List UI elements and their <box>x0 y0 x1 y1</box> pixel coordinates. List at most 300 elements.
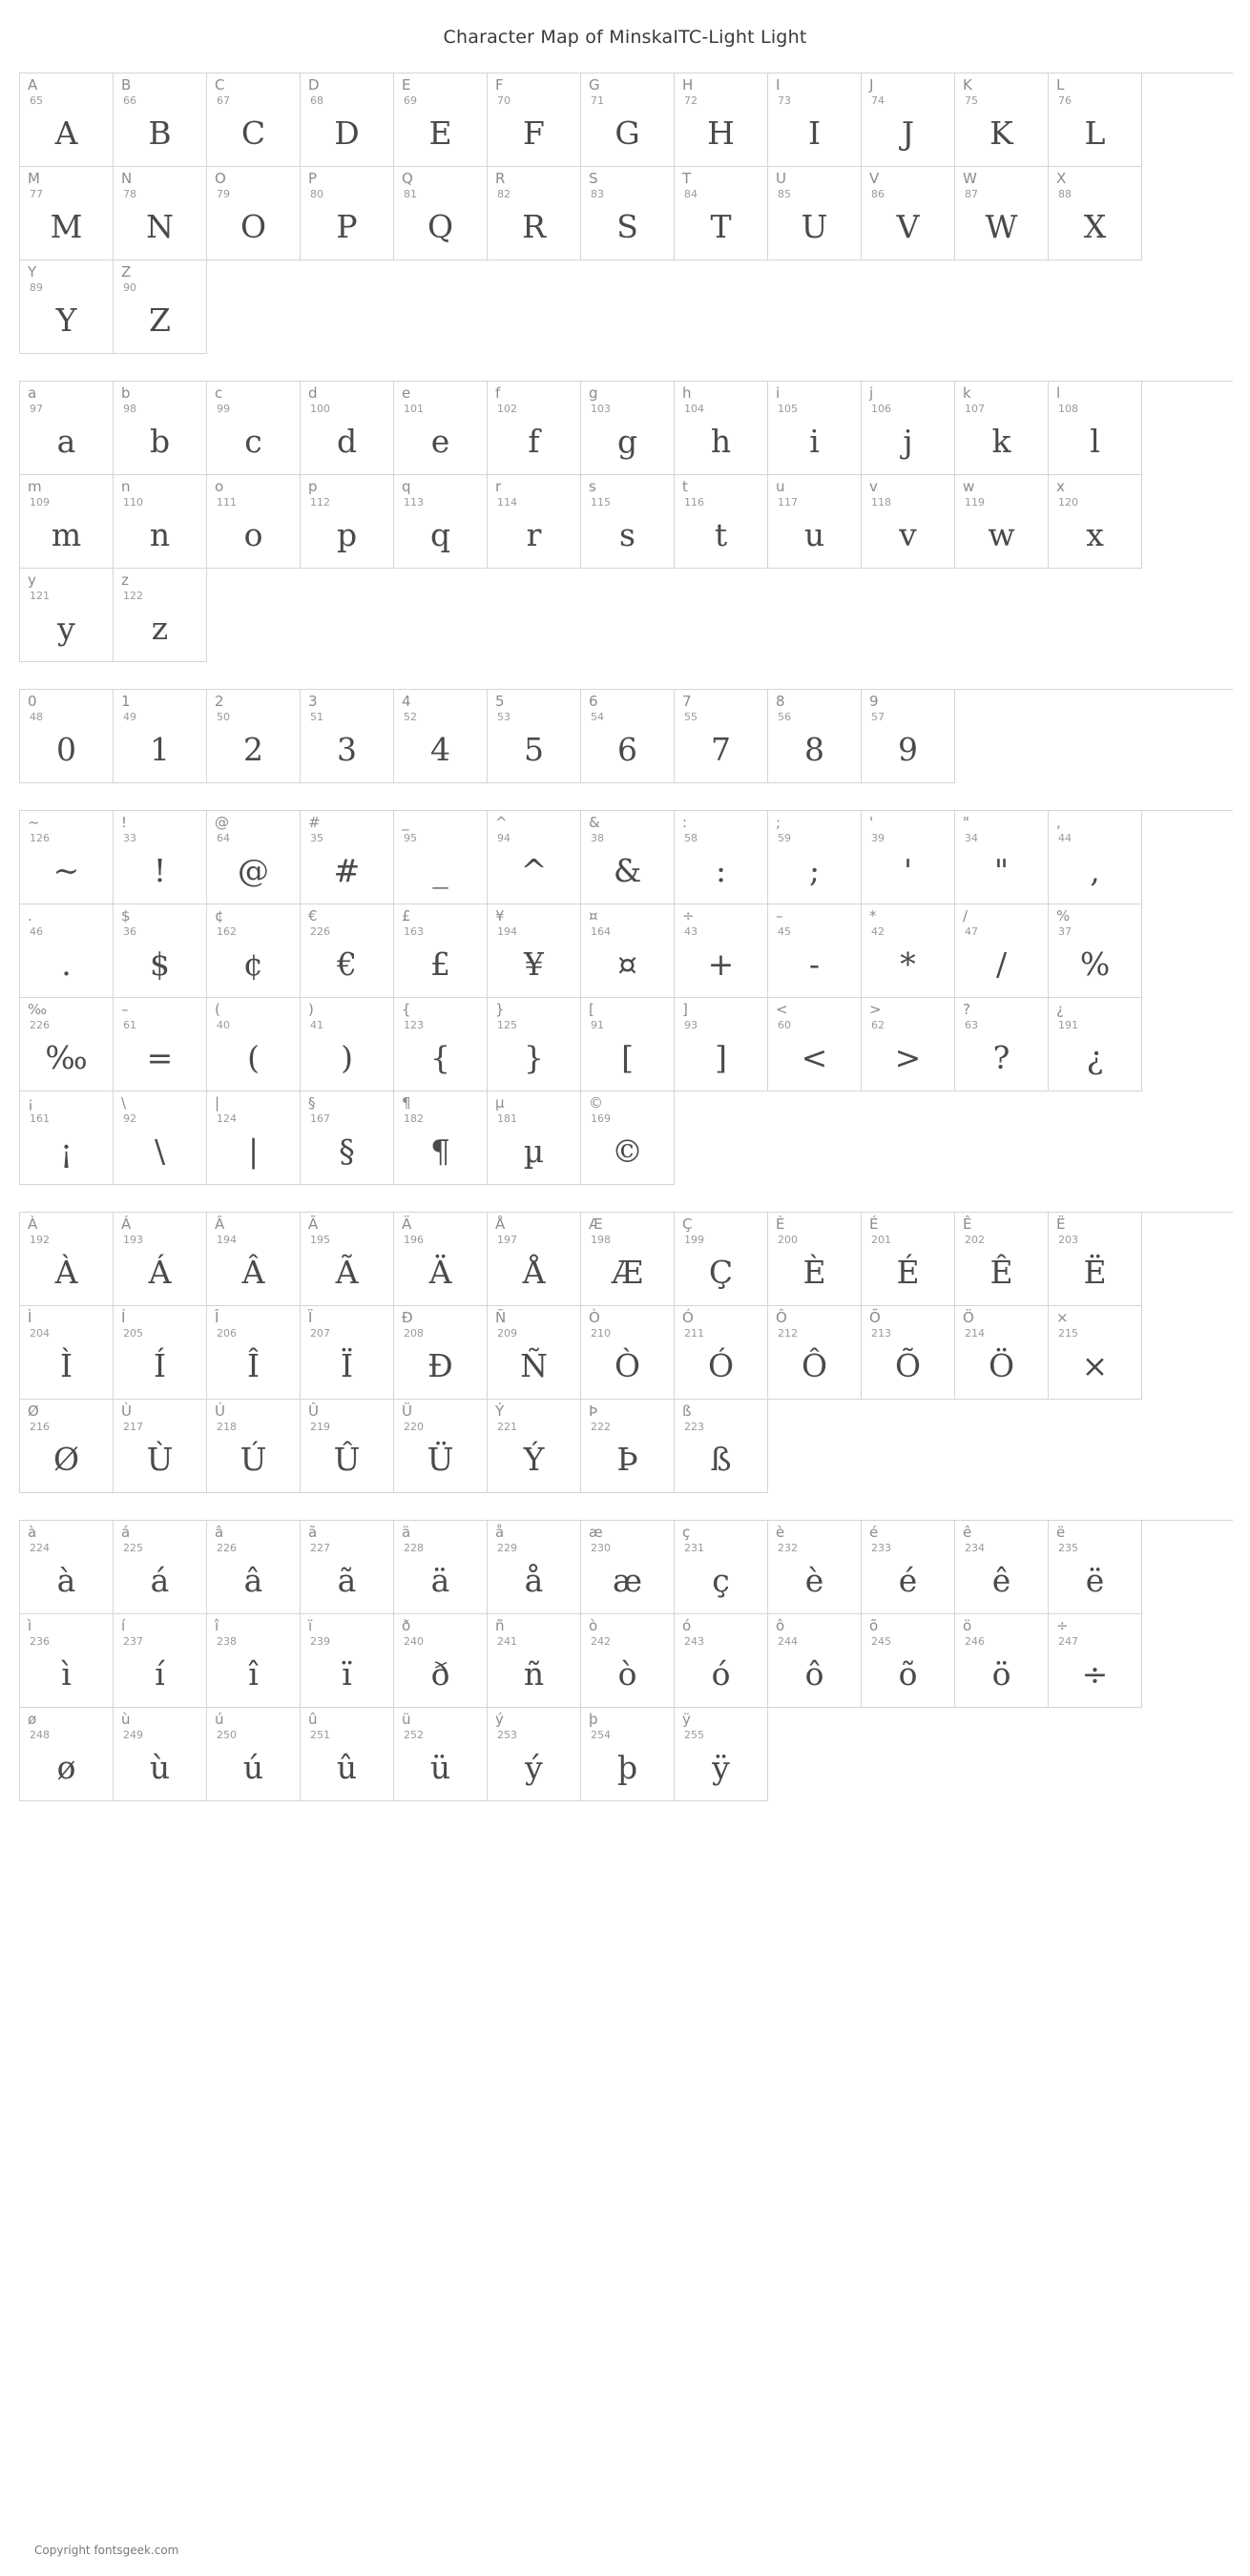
character-cell[interactable] <box>955 1614 1049 1708</box>
character-block-uppercase-latin <box>6 73 1244 354</box>
character-glyph: ò <box>617 1655 637 1693</box>
character-cell[interactable] <box>20 1400 114 1493</box>
character-glyph: ê <box>991 1562 1011 1599</box>
character-cell[interactable] <box>114 475 207 569</box>
character-cell[interactable] <box>20 690 114 783</box>
character-code: 194 <box>497 925 517 938</box>
character-label: ÷ <box>682 907 695 924</box>
character-grid <box>19 1212 1233 1493</box>
character-cell[interactable] <box>114 1306 207 1400</box>
character-cell[interactable] <box>1049 382 1142 475</box>
character-cell[interactable] <box>114 73 207 167</box>
character-cell[interactable] <box>488 1400 581 1493</box>
character-cell[interactable] <box>581 1400 675 1493</box>
character-code: 74 <box>871 94 885 107</box>
character-cell[interactable] <box>488 690 581 783</box>
character-cell[interactable] <box>114 167 207 260</box>
character-label: § <box>308 1094 316 1111</box>
character-code: 195 <box>310 1234 330 1246</box>
character-cell[interactable] <box>301 1614 394 1708</box>
character-label: x <box>1056 478 1065 495</box>
character-cell[interactable] <box>862 1213 955 1306</box>
character-label: Â <box>215 1215 225 1233</box>
character-cell[interactable] <box>20 382 114 475</box>
character-cell[interactable] <box>488 1708 581 1801</box>
character-glyph: Ç <box>708 1254 734 1291</box>
character-cell[interactable] <box>955 73 1049 167</box>
character-glyph: € <box>337 945 357 983</box>
character-cell[interactable] <box>394 904 488 998</box>
character-cell[interactable] <box>20 1213 114 1306</box>
character-code: 206 <box>217 1327 237 1340</box>
character-cell[interactable] <box>301 690 394 783</box>
character-cell[interactable] <box>581 1708 675 1801</box>
character-label: £ <box>402 907 411 924</box>
character-label: Ã <box>308 1215 319 1233</box>
character-cell[interactable] <box>675 690 768 783</box>
character-glyph: i <box>809 423 820 460</box>
character-cell[interactable] <box>301 167 394 260</box>
character-cell[interactable] <box>581 998 675 1091</box>
character-glyph: ] <box>715 1039 727 1076</box>
character-cell[interactable] <box>862 904 955 998</box>
character-cell[interactable] <box>1049 73 1142 167</box>
character-code: 235 <box>1058 1542 1078 1554</box>
character-cell[interactable] <box>768 1614 862 1708</box>
character-cell[interactable] <box>20 904 114 998</box>
character-cell[interactable] <box>862 382 955 475</box>
character-cell[interactable] <box>207 167 301 260</box>
character-code: 78 <box>123 188 136 200</box>
character-cell[interactable] <box>394 1708 488 1801</box>
character-cell[interactable] <box>20 1306 114 1400</box>
character-cell[interactable] <box>675 1521 768 1614</box>
character-label: Ò <box>589 1309 600 1326</box>
character-cell[interactable] <box>768 382 862 475</box>
character-code: 105 <box>778 403 798 415</box>
character-glyph: W <box>985 208 1018 245</box>
character-glyph: 0 <box>56 731 76 768</box>
character-cell[interactable] <box>301 1708 394 1801</box>
character-cell[interactable] <box>768 475 862 569</box>
character-code: 46 <box>30 925 43 938</box>
character-label: N <box>121 170 133 187</box>
character-cell[interactable] <box>207 1521 301 1614</box>
character-glyph: Í <box>153 1347 167 1384</box>
character-cell[interactable] <box>207 1306 301 1400</box>
character-cell[interactable] <box>488 1213 581 1306</box>
character-cell[interactable] <box>1049 1521 1142 1614</box>
character-cell[interactable] <box>955 167 1049 260</box>
character-code: 61 <box>123 1019 136 1031</box>
character-cell[interactable] <box>114 260 207 354</box>
character-code: 253 <box>497 1729 517 1741</box>
character-glyph: ~ <box>52 852 80 889</box>
character-cell[interactable] <box>675 1213 768 1306</box>
character-glyph: z <box>151 610 169 647</box>
character-cell[interactable] <box>862 1521 955 1614</box>
character-label: ¿ <box>1056 1001 1064 1018</box>
character-cell[interactable] <box>207 998 301 1091</box>
character-cell[interactable] <box>394 1091 488 1185</box>
character-cell[interactable] <box>768 1521 862 1614</box>
character-code: 97 <box>30 403 43 415</box>
character-cell[interactable] <box>114 904 207 998</box>
character-glyph: + <box>707 945 735 983</box>
character-code: 237 <box>123 1635 143 1648</box>
character-cell[interactable] <box>488 1614 581 1708</box>
character-label: L <box>1056 76 1065 93</box>
character-code: 65 <box>30 94 43 107</box>
character-label: z <box>121 571 129 589</box>
character-cell[interactable] <box>1049 904 1142 998</box>
character-code: 231 <box>684 1542 704 1554</box>
character-cell[interactable] <box>768 73 862 167</box>
character-label: p <box>308 478 318 495</box>
character-cell[interactable] <box>862 167 955 260</box>
character-code: 240 <box>404 1635 424 1648</box>
character-cell[interactable] <box>301 1091 394 1185</box>
character-cell[interactable] <box>581 475 675 569</box>
character-cell[interactable] <box>114 1614 207 1708</box>
character-code: 121 <box>30 590 50 602</box>
character-cell[interactable] <box>301 904 394 998</box>
character-code: 191 <box>1058 1019 1078 1031</box>
character-glyph: ? <box>992 1039 1010 1076</box>
character-cell[interactable] <box>20 1708 114 1801</box>
character-cell[interactable] <box>768 811 862 904</box>
character-code: 86 <box>871 188 885 200</box>
character-cell[interactable] <box>207 475 301 569</box>
character-cell[interactable] <box>862 1306 955 1400</box>
character-cell[interactable] <box>394 382 488 475</box>
character-label: è <box>776 1524 785 1541</box>
character-glyph: Á <box>148 1254 172 1291</box>
character-cell[interactable] <box>207 1400 301 1493</box>
character-cell[interactable] <box>675 167 768 260</box>
character-cell[interactable] <box>488 475 581 569</box>
character-cell[interactable] <box>488 382 581 475</box>
character-code: 204 <box>30 1327 50 1340</box>
character-cell[interactable] <box>207 1091 301 1185</box>
character-cell[interactable] <box>207 382 301 475</box>
character-label: c <box>215 384 223 402</box>
character-glyph: è <box>804 1562 824 1599</box>
character-cell[interactable] <box>301 475 394 569</box>
character-cell[interactable] <box>301 1521 394 1614</box>
character-code: 213 <box>871 1327 891 1340</box>
character-cell[interactable] <box>581 167 675 260</box>
character-code: 226 <box>30 1019 50 1031</box>
character-label: F <box>495 76 504 93</box>
character-cell[interactable] <box>20 167 114 260</box>
character-glyph: ¤ <box>617 945 637 983</box>
character-label: e <box>402 384 411 402</box>
character-cell[interactable] <box>488 73 581 167</box>
character-cell[interactable] <box>955 1213 1049 1306</box>
character-cell[interactable] <box>20 1091 114 1185</box>
character-cell[interactable] <box>768 904 862 998</box>
character-cell[interactable] <box>394 73 488 167</box>
character-label: l <box>1056 384 1061 402</box>
block-spacer <box>0 1801 1250 1828</box>
character-cell[interactable] <box>114 998 207 1091</box>
character-cell[interactable] <box>581 811 675 904</box>
character-glyph: 8 <box>804 731 824 768</box>
character-cell[interactable] <box>394 1614 488 1708</box>
character-cell[interactable] <box>114 1521 207 1614</box>
character-code: 214 <box>965 1327 985 1340</box>
character-label: Q <box>402 170 413 187</box>
character-cell[interactable] <box>114 1091 207 1185</box>
character-cell[interactable] <box>488 1306 581 1400</box>
character-cell[interactable] <box>301 382 394 475</box>
character-cell[interactable] <box>768 1306 862 1400</box>
character-cell[interactable] <box>394 475 488 569</box>
character-cell[interactable] <box>1049 1614 1142 1708</box>
character-label: O <box>215 170 226 187</box>
character-cell[interactable] <box>581 1091 675 1185</box>
character-code: 208 <box>404 1327 424 1340</box>
character-cell[interactable] <box>301 1306 394 1400</box>
character-cell[interactable] <box>675 382 768 475</box>
character-label: Y <box>28 263 37 280</box>
character-glyph: v <box>899 516 917 553</box>
character-label: ~ <box>28 814 40 831</box>
character-code: 209 <box>497 1327 517 1340</box>
character-label: ; <box>776 814 781 831</box>
character-cell[interactable] <box>1049 1213 1142 1306</box>
character-code: 192 <box>30 1234 50 1246</box>
character-cell[interactable] <box>581 1213 675 1306</box>
character-label: u <box>776 478 785 495</box>
character-cell[interactable] <box>581 382 675 475</box>
character-cell[interactable] <box>301 998 394 1091</box>
character-cell[interactable] <box>675 475 768 569</box>
character-code: 254 <box>591 1729 611 1741</box>
character-label: È <box>776 1215 785 1233</box>
character-cell[interactable] <box>207 73 301 167</box>
character-cell[interactable] <box>114 569 207 662</box>
character-cell[interactable] <box>20 998 114 1091</box>
character-cell[interactable] <box>20 569 114 662</box>
character-cell[interactable] <box>581 1521 675 1614</box>
character-label: y <box>28 571 36 589</box>
character-cell[interactable] <box>675 998 768 1091</box>
character-code: 114 <box>497 496 517 509</box>
character-cell[interactable] <box>675 1614 768 1708</box>
character-glyph: - <box>808 945 821 983</box>
character-cell[interactable] <box>488 1091 581 1185</box>
character-glyph: l <box>1090 423 1100 460</box>
character-label: ÿ <box>682 1711 691 1728</box>
character-cell[interactable] <box>20 475 114 569</box>
character-cell[interactable] <box>301 73 394 167</box>
character-cell[interactable] <box>207 904 301 998</box>
character-code: 57 <box>871 711 885 723</box>
character-cell[interactable] <box>20 1521 114 1614</box>
character-cell[interactable] <box>20 73 114 167</box>
character-cell[interactable] <box>114 382 207 475</box>
character-cell[interactable] <box>1049 1306 1142 1400</box>
character-cell[interactable] <box>675 73 768 167</box>
character-cell[interactable] <box>581 690 675 783</box>
character-glyph: q <box>429 516 451 553</box>
character-cell[interactable] <box>394 1213 488 1306</box>
character-label: ô <box>776 1617 785 1634</box>
character-cell[interactable] <box>768 1213 862 1306</box>
character-cell[interactable] <box>394 1400 488 1493</box>
character-cell[interactable] <box>862 475 955 569</box>
character-cell[interactable] <box>768 167 862 260</box>
character-cell[interactable] <box>581 73 675 167</box>
character-cell[interactable] <box>488 811 581 904</box>
character-cell[interactable] <box>20 1614 114 1708</box>
character-cell[interactable] <box>955 811 1049 904</box>
character-cell[interactable] <box>675 1306 768 1400</box>
character-glyph: _ <box>432 852 448 889</box>
character-cell[interactable] <box>301 1213 394 1306</box>
character-cell[interactable] <box>114 811 207 904</box>
character-code: 106 <box>871 403 891 415</box>
character-code: 63 <box>965 1019 978 1031</box>
character-label: # <box>308 814 321 831</box>
character-glyph: õ <box>898 1655 918 1693</box>
character-cell[interactable] <box>394 167 488 260</box>
character-glyph: [ <box>621 1039 634 1076</box>
character-label: í <box>121 1617 126 1634</box>
character-code: 217 <box>123 1421 143 1433</box>
character-code: 119 <box>965 496 985 509</box>
character-cell[interactable] <box>955 382 1049 475</box>
character-code: 100 <box>310 403 330 415</box>
character-cell[interactable] <box>488 167 581 260</box>
character-code: 70 <box>497 94 510 107</box>
character-cell[interactable] <box>862 998 955 1091</box>
character-label: & <box>589 814 600 831</box>
character-cell[interactable] <box>862 690 955 783</box>
character-glyph: Â <box>241 1254 265 1291</box>
character-glyph: ü <box>429 1749 451 1786</box>
character-cell[interactable] <box>955 904 1049 998</box>
character-code: 55 <box>684 711 698 723</box>
character-cell[interactable] <box>394 998 488 1091</box>
character-label: Þ <box>589 1402 598 1420</box>
character-cell[interactable] <box>207 1213 301 1306</box>
character-label: m <box>28 478 42 495</box>
character-label: ä <box>402 1524 411 1541</box>
character-cell[interactable] <box>675 811 768 904</box>
character-cell[interactable] <box>581 1614 675 1708</box>
character-label: Ö <box>963 1309 974 1326</box>
character-cell[interactable] <box>675 1400 768 1493</box>
character-cell[interactable] <box>768 998 862 1091</box>
character-glyph: * <box>900 945 916 983</box>
character-cell[interactable] <box>488 1521 581 1614</box>
character-cell[interactable] <box>862 73 955 167</box>
character-cell[interactable] <box>207 1708 301 1801</box>
character-code: 99 <box>217 403 230 415</box>
character-code: 222 <box>591 1421 611 1433</box>
character-cell[interactable] <box>20 260 114 354</box>
character-glyph: : <box>715 852 727 889</box>
character-code: 229 <box>497 1542 517 1554</box>
character-cell[interactable] <box>862 811 955 904</box>
character-cell[interactable] <box>1049 167 1142 260</box>
character-label: – <box>776 907 783 924</box>
character-cell[interactable] <box>955 1521 1049 1614</box>
character-cell[interactable] <box>394 811 488 904</box>
character-cell[interactable] <box>955 475 1049 569</box>
character-label: Z <box>121 263 132 280</box>
character-label: | <box>215 1094 220 1111</box>
character-label: á <box>121 1524 131 1541</box>
character-label: W <box>963 170 977 187</box>
character-cell[interactable] <box>394 690 488 783</box>
character-cell[interactable] <box>114 1708 207 1801</box>
character-grid <box>19 810 1233 1185</box>
character-label: € <box>308 907 318 924</box>
character-cell[interactable] <box>114 1213 207 1306</box>
character-cell[interactable] <box>955 1306 1049 1400</box>
character-glyph: É <box>896 1254 920 1291</box>
character-cell[interactable] <box>207 811 301 904</box>
character-code: 252 <box>404 1729 424 1741</box>
character-cell[interactable] <box>114 690 207 783</box>
character-cell[interactable] <box>768 690 862 783</box>
character-glyph: U <box>801 208 828 245</box>
character-glyph: ã <box>337 1562 357 1599</box>
character-code: 45 <box>778 925 791 938</box>
character-cell[interactable] <box>1049 811 1142 904</box>
character-cell[interactable] <box>301 811 394 904</box>
character-cell[interactable] <box>207 1614 301 1708</box>
character-glyph: y <box>57 610 75 647</box>
character-code: 104 <box>684 403 704 415</box>
character-glyph: â <box>243 1562 263 1599</box>
character-cell[interactable] <box>488 998 581 1091</box>
character-glyph: ú <box>242 1749 264 1786</box>
character-glyph: } <box>524 1039 544 1076</box>
character-cell[interactable] <box>581 1306 675 1400</box>
character-glyph: u <box>803 516 825 553</box>
character-cell[interactable] <box>1049 998 1142 1091</box>
character-cell[interactable] <box>394 1306 488 1400</box>
character-code: 68 <box>310 94 323 107</box>
character-cell[interactable] <box>862 1614 955 1708</box>
character-cell[interactable] <box>675 1708 768 1801</box>
character-cell[interactable] <box>488 904 581 998</box>
character-cell[interactable] <box>207 690 301 783</box>
character-cell[interactable] <box>1049 475 1142 569</box>
character-glyph: Ô <box>801 1347 828 1384</box>
character-cell[interactable] <box>301 1400 394 1493</box>
character-label: ‰ <box>28 1001 48 1018</box>
character-cell[interactable] <box>20 811 114 904</box>
character-label: C <box>215 76 225 93</box>
character-code: 54 <box>591 711 604 723</box>
character-code: 126 <box>30 832 50 844</box>
character-cell[interactable] <box>581 904 675 998</box>
character-label: " <box>963 814 969 831</box>
character-glyph: / <box>995 945 1008 983</box>
character-label: U <box>776 170 786 187</box>
character-cell[interactable] <box>675 904 768 998</box>
character-cell[interactable] <box>955 998 1049 1091</box>
character-glyph: Ú <box>240 1441 267 1478</box>
character-cell[interactable] <box>114 1400 207 1493</box>
character-cell[interactable] <box>394 1521 488 1614</box>
